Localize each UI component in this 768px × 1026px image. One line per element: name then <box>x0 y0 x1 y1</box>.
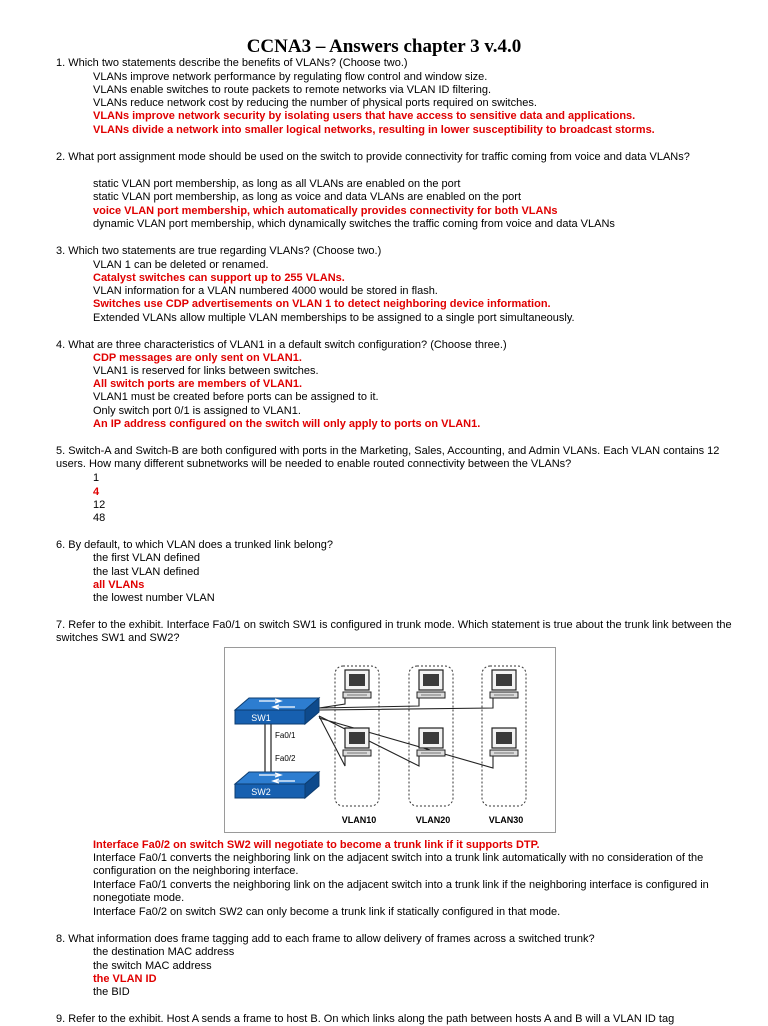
vlan20-label: VLAN20 <box>415 815 451 825</box>
q4-option-5: Only switch port 0/1 is assigned to VLAN1. <box>93 405 301 417</box>
q3-option-2-correct: Catalyst switches can support up to 255 VLANs. <box>93 272 345 284</box>
q1-option-4-correct: VLANs improve network security by isolating users that have access to sensitive data and applications. <box>93 110 636 122</box>
q5-option-1: 1 <box>93 472 100 484</box>
vlan30-label: VLAN30 <box>488 815 524 825</box>
q5-option-3: 12 <box>93 499 106 511</box>
question-7: 7. Refer to the exhibit. Interface Fa0/1 on switch SW1 is configured in trunk mode. Which statement is true about the trunk link between the switches SW1 and SW2? <box>56 619 735 645</box>
q1-option-1: VLANs improve network performance by regulating flow control and window size. <box>93 71 488 83</box>
page-title: CCNA3 – Answers chapter 3 v.4.0 <box>246 36 522 57</box>
pc-vlan20-top-icon <box>417 670 445 698</box>
q7-option-1-correct: Interface Fa0/2 on switch SW2 will negotiate to become a trunk link if it supports DTP. <box>93 839 540 851</box>
question-2: 2. What port assignment mode should be used on the switch to provide connectivity for traffic coming from voice and data VLANs? <box>56 151 690 163</box>
switch-sw1-icon <box>235 698 319 724</box>
q5-option-4: 48 <box>93 512 106 524</box>
q2-option-3-correct: voice VLAN port membership, which automatically provides connectivity for both VLANs <box>93 205 558 217</box>
q6-option-3-correct: all VLANs <box>93 579 145 591</box>
sw2-label: SW2 <box>251 787 271 797</box>
fa01-label: Fa0/1 <box>275 731 296 740</box>
switch-sw2-icon <box>235 772 319 798</box>
vlan10-label: VLAN10 <box>341 815 377 825</box>
q4-option-3-correct: All switch ports are members of VLAN1. <box>93 378 303 390</box>
question-3: 3. Which two statements are true regarding VLANs? (Choose two.) <box>56 245 382 257</box>
q6-option-1: the first VLAN defined <box>93 552 201 564</box>
q7-option-3: Interface Fa0/1 converts the neighboring link on the adjacent switch into a trunk link if the neighboring interface is configured in nonegotiate mode. <box>93 879 709 905</box>
question-6: 6. By default, to which VLAN does a trunked link belong? <box>56 539 334 551</box>
pc-vlan20-bottom-icon <box>417 728 445 756</box>
q6-option-2: the last VLAN defined <box>93 566 200 578</box>
q3-option-1: VLAN 1 can be deleted or renamed. <box>93 259 269 271</box>
q8-option-4: the BID <box>93 986 130 998</box>
question-4: 4. What are three characteristics of VLAN1 in a default switch configuration? (Choose three.) <box>56 339 507 351</box>
pc-vlan30-bottom-icon <box>490 728 518 756</box>
q3-option-3: VLAN information for a VLAN numbered 4000 would be stored in flash. <box>93 285 438 297</box>
question-1: 1. Which two statements describe the benefits of VLANs? (Choose two.) <box>56 57 408 69</box>
q2-option-1: static VLAN port membership, as long as all VLANs are enabled on the port <box>93 178 461 190</box>
q4-option-4: VLAN1 must be created before ports can be assigned to it. <box>93 391 379 403</box>
question-8: 8. What information does frame tagging add to each frame to allow delivery of frames across a switched trunk? <box>56 933 595 945</box>
q3-option-4-correct: Switches use CDP advertisements on VLAN 1 to detect neighboring device information. <box>93 298 551 310</box>
pc-vlan10-top-icon <box>343 670 371 698</box>
q1-option-5-correct: VLANs divide a network into smaller logical networks, resulting in lower susceptibility to broadcast storms. <box>93 124 655 136</box>
question-5: 5. Switch-A and Switch-B are both configured with ports in the Marketing, Sales, Accounting, and Admin VLANs. Each VLAN contains 12 users. How many different subnetworks will be needed to enable routed connectivity between the VLANs? <box>56 445 723 471</box>
q2-option-4: dynamic VLAN port membership, which dynamically switches the traffic coming from voice and data VLANs <box>93 218 615 230</box>
pc-vlan10-bottom-icon <box>343 728 371 756</box>
q7-option-2: Interface Fa0/1 converts the neighboring link on the adjacent switch into a trunk link automatically with no consideration of the configuration on the neighboring interface. <box>93 852 704 878</box>
q1-option-3: VLANs reduce network cost by reducing the number of physical ports required on switches. <box>93 97 537 109</box>
q8-option-3-correct: the VLAN ID <box>93 973 157 985</box>
q4-option-2: VLAN1 is reserved for links between switches. <box>93 365 319 377</box>
q8-option-2: the switch MAC address <box>93 960 212 972</box>
q6-option-4: the lowest number VLAN <box>93 592 215 604</box>
q4-option-1-correct: CDP messages are only sent on VLAN1. <box>93 352 302 364</box>
q5-option-2-correct: 4 <box>93 486 100 498</box>
q1-option-2: VLANs enable switches to route packets to remote networks via VLAN ID filtering. <box>93 84 492 96</box>
exhibit-network-diagram <box>224 647 556 833</box>
q2-option-2: static VLAN port membership, as long as voice and data VLANs are enabled on the port <box>93 191 522 203</box>
q8-option-1: the destination MAC address <box>93 946 235 958</box>
q4-option-6-correct: An IP address configured on the switch will only apply to ports on VLAN1. <box>93 418 481 430</box>
question-9: 9. Refer to the exhibit. Host A sends a frame to host B. On which links along the path between hosts A and B will a VLAN ID tag <box>56 1013 675 1025</box>
q7-option-4: Interface Fa0/2 on switch SW2 can only become a trunk link if statically configured in that mode. <box>93 906 561 918</box>
q3-option-5: Extended VLANs allow multiple VLAN memberships to be assigned to a single port simultaneously. <box>93 312 575 324</box>
fa02-label: Fa0/2 <box>275 754 296 763</box>
pc-vlan30-top-icon <box>490 670 518 698</box>
sw1-label: SW1 <box>251 713 271 723</box>
